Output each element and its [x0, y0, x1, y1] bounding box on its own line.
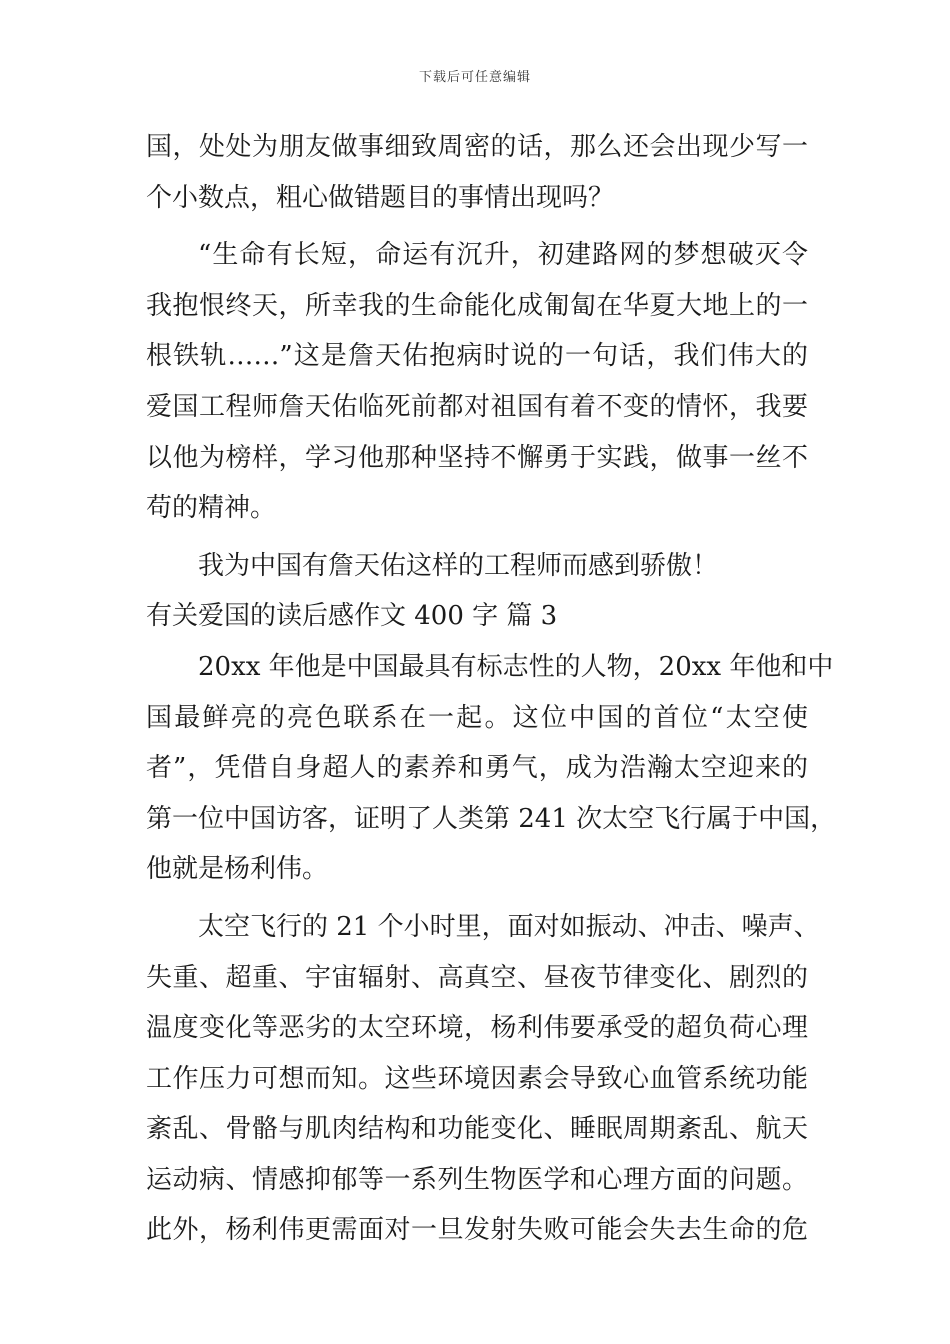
text-line: 第一位中国访客，证明了人类第 241 次太空飞行属于中国， — [146, 803, 837, 834]
text-line: 失重、超重、宇宙辐射、高真空、昼夜节律变化、剧烈的 — [146, 962, 808, 993]
text-line: 此外，杨利伟更需面对一旦发射失败可能会失去生命的危 — [146, 1215, 808, 1246]
text-line: 我为中国有詹天佑这样的工程师而感到骄傲！ — [198, 550, 719, 581]
paragraph — [146, 902, 820, 1256]
text-line: 紊乱、骨骼与肌肉结构和功能变化、睡眠周期紊乱、航天 — [146, 1114, 808, 1145]
section-heading — [146, 591, 808, 642]
text-line: 温度变化等恶劣的太空环境，杨利伟要承受的超负荷心理 — [146, 1013, 808, 1044]
section-heading-text: 有关爱国的读后感作文 400 字 篇 3 — [146, 601, 558, 632]
text-line: 国最鲜亮的亮色联系在一起。这位中国的首位“太空使 — [146, 702, 808, 733]
paragraph — [146, 541, 808, 592]
text-line: 国，处处为朋友做事细致周密的话，那么还会出现少写一 — [146, 132, 808, 162]
page-header: 下载后可任意编辑 — [418, 70, 531, 85]
text-line: 20xx 年他是中国最具有标志性的人物，20xx 年他和中 — [198, 651, 834, 682]
text-line: 以他为榜样，学习他那种坚持不懈勇于实践，做事一丝不 — [146, 442, 808, 473]
text-line: 他就是杨利伟。 — [146, 854, 329, 885]
text-line: 根铁轨……”这是詹天佑抱病时说的一句话，我们伟大的 — [146, 341, 808, 372]
paragraph — [146, 642, 837, 895]
text-line: 我抱恨终天，所幸我的生命能化成匍匐在华夏大地上的一 — [146, 290, 808, 321]
paragraph — [146, 122, 808, 223]
text-line: 爱国工程师詹天佑临死前都对祖国有着不变的情怀，我要 — [146, 391, 808, 422]
text-line: “生命有长短，命运有沉升，初建路网的梦想破灭令 — [198, 240, 808, 271]
text-line: 运动病、情感抑郁等一系列生物医学和心理方面的问题。 — [146, 1164, 808, 1195]
paragraph — [146, 230, 808, 534]
text-line: 苟的精神。 — [146, 493, 277, 524]
text-line: 工作压力可想而知。这些环境因素会导致心血管系统功能 — [146, 1063, 808, 1094]
text-line: 个小数点，粗心做错题目的事情出现吗？ — [146, 182, 615, 213]
document-body — [146, 122, 837, 1256]
text-line: 太空飞行的 21 个小时里，面对如振动、冲击、噪声、 — [198, 911, 820, 942]
text-line: 者”，凭借自身超人的素养和勇气，成为浩瀚太空迎来的 — [146, 753, 808, 784]
